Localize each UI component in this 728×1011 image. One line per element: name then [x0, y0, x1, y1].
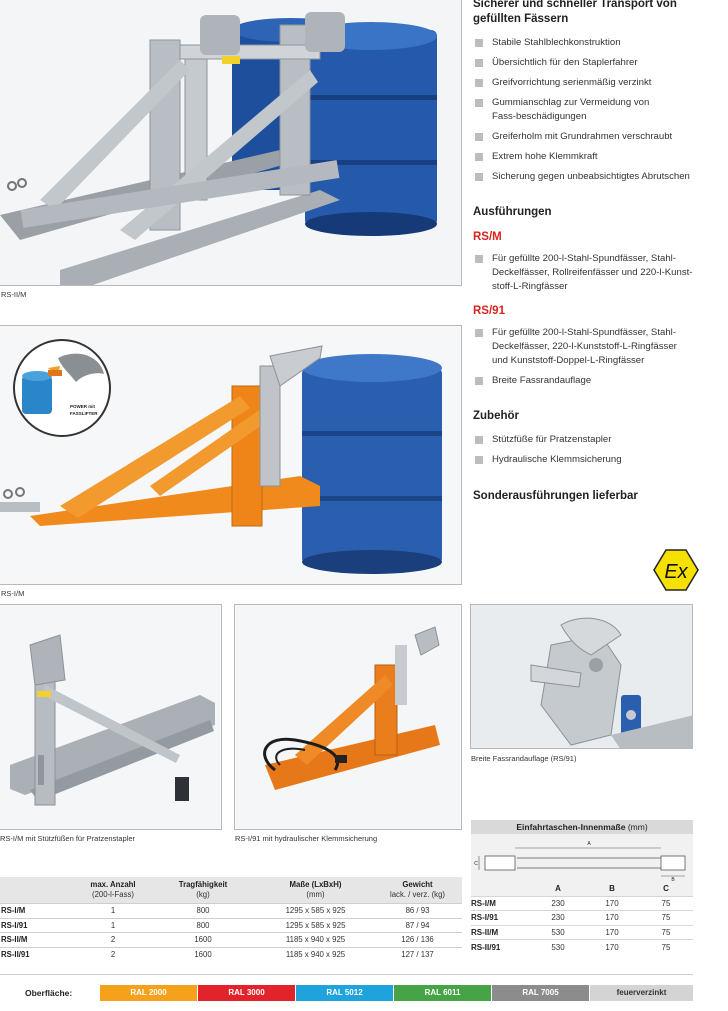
- table-row: [471, 911, 693, 926]
- table-cell: 1295 x 585 x 925: [285, 906, 346, 916]
- table-cell: 75: [661, 927, 671, 937]
- table-cell: 800: [196, 920, 210, 930]
- table-cell: 75: [661, 942, 671, 952]
- model-cell: RS-I/M: [1, 906, 26, 916]
- version-item: Für gefüllte 200-l-Stahl-Spundfässer, Stahl-Deckelfässer, 220-l-Kunststoff-L-Ringfässer und Kunststoff-Doppel-L-Ringfässer: [473, 326, 693, 368]
- feature-item: Greifvorrichtung serienmäßig verzinkt: [473, 76, 713, 90]
- dim-title: [471, 820, 693, 834]
- table-cell: 1: [110, 906, 116, 916]
- photo-rs-ii-m: [0, 0, 462, 286]
- version-rs-91-title: RS/91: [473, 305, 505, 317]
- dim-header: [471, 882, 531, 896]
- caption-rs-i-m: RS-I/M: [1, 589, 25, 598]
- ex-hazard-icon: [652, 548, 700, 592]
- table-cell: 170: [605, 927, 619, 937]
- caption-rs-i-m-feet: RS-I/M mit Stützfüßen für Pratzenstapler: [0, 834, 136, 843]
- dim-title-text: Einfahrtaschen-Innenmaße: [516, 822, 626, 832]
- spec-header-row: [0, 877, 462, 889]
- feature-item: Extrem hohe Klemmkraft: [473, 150, 713, 164]
- table-cell: 170: [605, 942, 619, 952]
- description-column: [473, 0, 713, 504]
- versions-heading: Ausführungen: [473, 206, 552, 218]
- inset-title: POWER mit: [70, 404, 96, 409]
- swatch-ral-5012: RAL 5012: [296, 985, 393, 1001]
- spec-header: Maße (LxBxH): [258, 877, 373, 889]
- accessories-heading: Zubehör: [473, 410, 519, 422]
- dim-table: [471, 882, 693, 954]
- surface-options: [0, 982, 693, 1004]
- table-row: [0, 904, 462, 919]
- swatch-ral-3000: RAL 3000: [198, 985, 295, 1001]
- rs-ii-m-illustration: [0, 0, 462, 286]
- table-cell: 530: [551, 927, 565, 937]
- feature-item: Gummianschlag zur Vermeidung von Fass-beschädigungen: [473, 96, 673, 124]
- spec-header: max. Anzahl: [78, 877, 148, 889]
- table-row: [0, 933, 462, 948]
- table-cell: 75: [661, 898, 671, 908]
- rs-i-91-illustration: [235, 605, 462, 830]
- feature-list: [473, 36, 713, 184]
- spec-unit: [0, 889, 78, 904]
- feature-item: Greiferholm mit Grundrahmen verschraubt: [473, 130, 713, 144]
- table-cell: 1600: [194, 935, 212, 945]
- spec-header: Gewicht: [373, 877, 462, 889]
- model-cell: RS-I/M: [471, 898, 496, 908]
- version-rs-m-list: [473, 252, 693, 294]
- swatch-feuerverzinkt: feuerverzinkt: [590, 985, 693, 1001]
- table-cell: 1185 x 940 x 925: [285, 935, 346, 945]
- model-cell: RS-II/M: [1, 935, 28, 945]
- feature-item: Stabile Stahlblechkonstruktion: [473, 36, 713, 50]
- dim-label-c: C: [474, 861, 478, 867]
- surface-label: Oberfläche:: [25, 988, 73, 998]
- feature-item: Sicherung gegen unbeabsichtigtes Abrutschen: [473, 170, 713, 184]
- table-row: [471, 940, 693, 955]
- table-cell: 170: [605, 913, 619, 923]
- table-cell: 170: [605, 898, 619, 908]
- table-cell: 87 / 94: [405, 920, 430, 930]
- rs-i-m-feet-illustration: [0, 605, 222, 830]
- photo-detail-rs-91: [470, 604, 693, 749]
- version-rs-91-list: [473, 326, 693, 388]
- table-cell: 126 / 136: [401, 935, 434, 945]
- feature-item: Übersichtlich für den Staplerfahrer: [473, 56, 713, 70]
- spec-table: [0, 877, 462, 962]
- swatch-ral-2000: RAL 2000: [100, 985, 197, 1001]
- photo-rs-i-m-feet: [0, 604, 222, 830]
- dim-header: C: [639, 882, 693, 896]
- table-row: [0, 918, 462, 933]
- special-heading: Sonderausführungen lieferbar: [473, 490, 638, 502]
- table-cell: 127 / 137: [401, 950, 434, 959]
- accessory-item: Hydraulische Klemmsicherung: [473, 453, 713, 467]
- table-cell: 530: [551, 942, 565, 952]
- table-cell: 230: [551, 913, 565, 923]
- table-row: [0, 947, 462, 962]
- spec-header: [0, 877, 78, 889]
- table-cell: 1600: [194, 950, 212, 959]
- caption-detail: Breite Fassrandauflage (RS/91): [471, 754, 577, 763]
- spec-unit-row: [0, 889, 462, 904]
- spec-unit: lack. / verz. (kg): [373, 889, 462, 904]
- dim-label-b: B: [671, 877, 675, 882]
- version-rs-m-title: RS/M: [473, 231, 502, 243]
- spec-unit: (mm): [258, 889, 373, 904]
- intro-heading: Sicherer und schneller Transport von gefüllten Fässern: [473, 0, 677, 25]
- table-cell: 1295 x 585 x 925: [285, 920, 346, 930]
- caption-rs-i-91: RS-I/91 mit hydraulischer Klemmsicherung: [235, 834, 378, 843]
- table-cell: 1: [110, 920, 116, 930]
- divider: [0, 974, 693, 975]
- table-cell: 86 / 93: [405, 906, 430, 916]
- spec-unit: (200-l-Fass): [78, 889, 148, 904]
- table-row: [471, 925, 693, 940]
- swatch-ral-6011: RAL 6011: [394, 985, 491, 1001]
- table-cell: 800: [196, 906, 210, 916]
- table-cell: 2: [110, 935, 116, 945]
- model-cell: RS-II/M: [471, 927, 499, 937]
- table-row: [471, 896, 693, 911]
- table-cell: 230: [551, 898, 565, 908]
- dim-header-row: [471, 882, 693, 896]
- photo-rs-i-91: [234, 604, 462, 830]
- photo-rs-i-m: [0, 325, 462, 585]
- dim-header: B: [585, 882, 639, 896]
- pocket-dimensions: [471, 820, 693, 954]
- dim-header: A: [531, 882, 585, 896]
- caption-rs-ii-m: RS-II/M: [1, 290, 27, 299]
- accessories-list: [473, 433, 713, 467]
- model-cell: RS-I/91: [471, 913, 499, 923]
- accessory-item: Stützfüße für Pratzenstapler: [473, 433, 713, 447]
- dim-label-a: A: [587, 841, 591, 847]
- table-cell: 1185 x 940 x 925: [285, 950, 346, 959]
- spec-header: Tragfähigkeit: [148, 877, 258, 889]
- detail-illustration: [471, 605, 693, 749]
- rs-i-m-illustration: [0, 326, 462, 585]
- inset-subtitle: FASSLIFTER: [70, 411, 98, 416]
- model-cell: RS-II/91: [471, 942, 501, 952]
- ex-symbol-label: Ex: [664, 561, 688, 583]
- pocket-diagram: [471, 834, 693, 882]
- table-cell: 2: [110, 950, 116, 959]
- model-cell: RS-II/91: [1, 950, 30, 959]
- model-cell: RS-I/91: [1, 920, 28, 930]
- version-item: Für gefüllte 200-l-Stahl-Spundfässer, Stahl-Deckelfässer, Rollreifenfässer und 220-l-Kunst-stoff-L-Ringfässer: [473, 252, 693, 294]
- swatch-ral-7005: RAL 7005: [492, 985, 589, 1001]
- table-cell: 75: [661, 913, 671, 923]
- spec-unit: (kg): [148, 889, 258, 904]
- version-item: Breite Fassrandauflage: [473, 374, 693, 388]
- dim-unit: (mm): [627, 822, 648, 832]
